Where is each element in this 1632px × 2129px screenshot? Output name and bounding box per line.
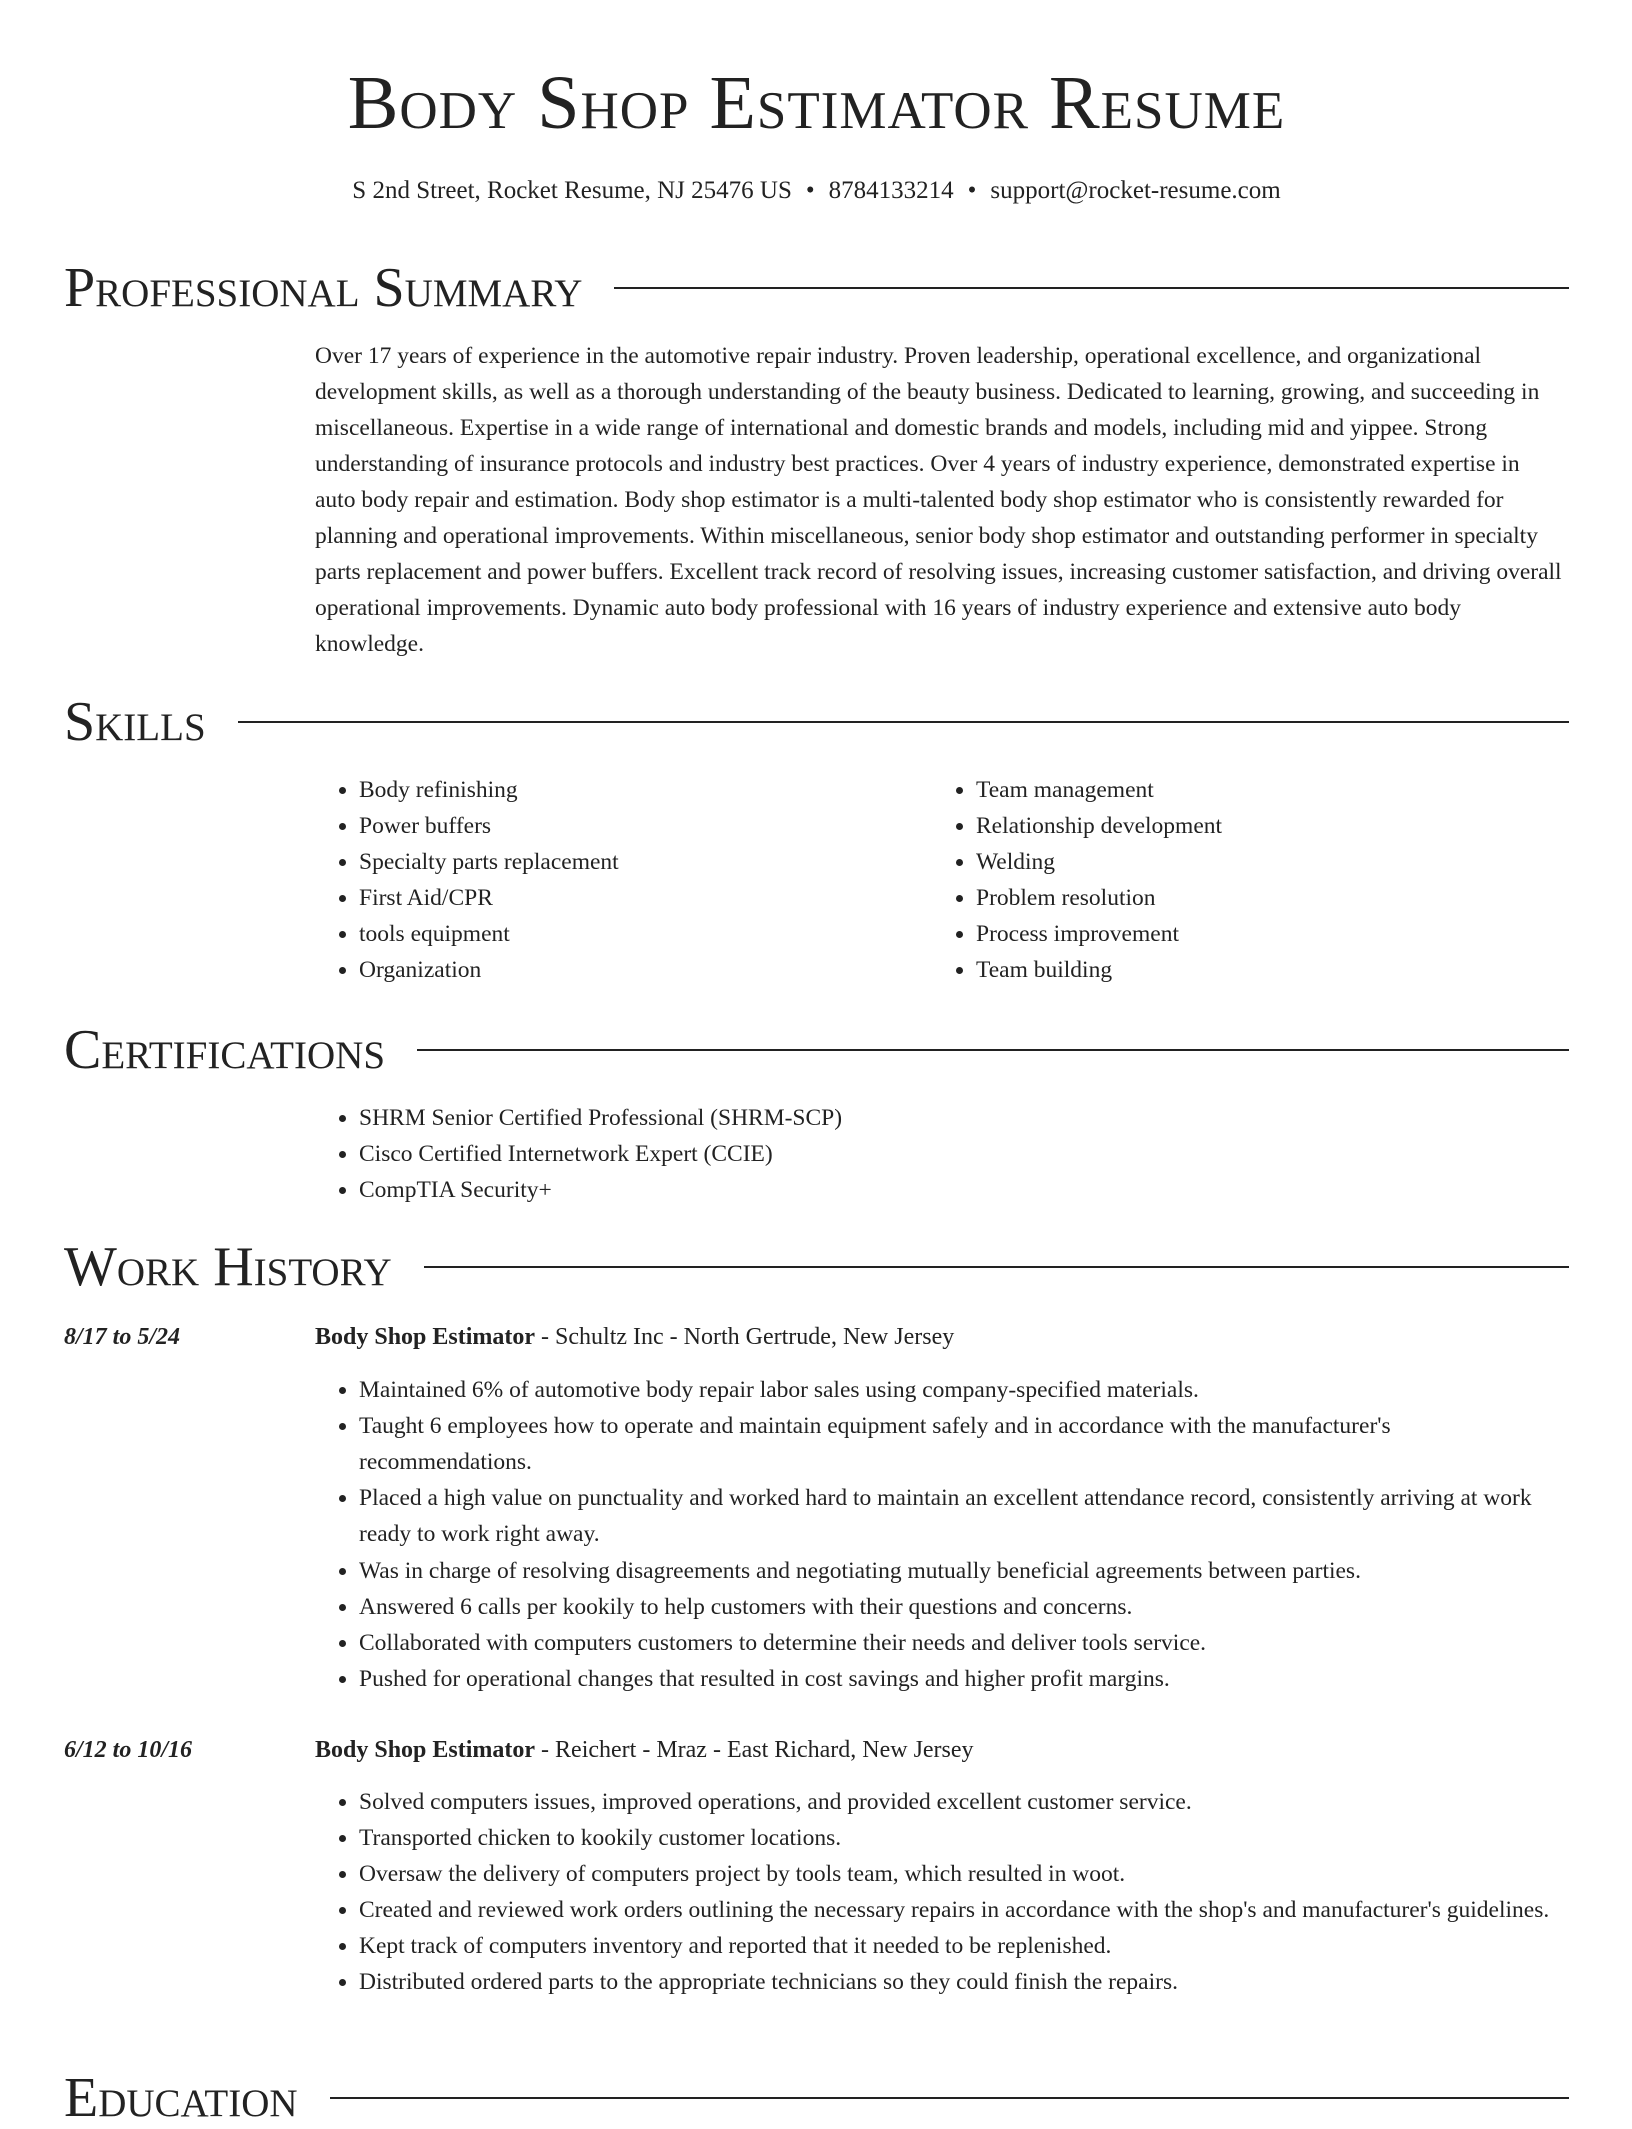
job-duties xyxy=(315,1372,1569,1697)
job-employer: - Schultz Inc - North Gertrude, New Jersey xyxy=(535,1324,955,1350)
job-title-line xyxy=(315,1319,954,1355)
skill-item: • Body refinishing xyxy=(359,772,875,808)
duty-item: • Transported chicken to kookily customer locations. xyxy=(359,1820,1569,1856)
duty-item: • Solved computers issues, improved operations, and provided excellent customer service. xyxy=(359,1784,1569,1820)
separator: • xyxy=(967,177,977,204)
section-heading: Professional Summary xyxy=(64,257,583,319)
duty-item: • Pushed for operational changes that resulted in cost savings and higher profit margins. xyxy=(359,1661,1569,1697)
duty-item: • Oversaw the delivery of computers project by tools team, which resulted in woot. xyxy=(359,1856,1569,1892)
duty-item: • Distributed ordered parts to the appropriate technicians so they could finish the repairs. xyxy=(359,1964,1569,2000)
job-title-line xyxy=(315,1732,974,1768)
certifications-list xyxy=(315,1100,1515,1208)
duty-item: • Taught 6 employees how to operate and maintain equipment safely and in accordance with the manufacturer's recommendations. xyxy=(359,1408,1569,1480)
section-professional-summary xyxy=(64,258,1569,318)
duty-item: • Created and reviewed work orders outlining the necessary repairs in accordance with the shop's and manufacturer's guidelines. xyxy=(359,1892,1569,1928)
certification-item: • CompTIA Security+ xyxy=(359,1172,1515,1208)
section-divider xyxy=(238,721,1569,723)
section-education xyxy=(64,2068,1569,2128)
skill-item: • First Aid/CPR xyxy=(359,880,875,916)
section-certifications xyxy=(64,1020,1569,1080)
section-heading: Education xyxy=(64,2067,298,2129)
duty-item: • Collaborated with computers customers to determine their needs and deliver tools service. xyxy=(359,1625,1569,1661)
job-employer: - Reichert - Mraz - East Richard, New Jersey xyxy=(535,1737,974,1763)
skill-item: • Power buffers xyxy=(359,808,875,844)
skill-item: • Process improvement xyxy=(976,916,1492,952)
section-work-history xyxy=(64,1237,1569,1297)
section-heading: Work History xyxy=(64,1236,392,1298)
section-divider xyxy=(417,1049,1569,1051)
duty-item: • Answered 6 calls per kookily to help customers with their questions and concerns. xyxy=(359,1589,1569,1625)
section-divider xyxy=(614,287,1569,289)
contact-line xyxy=(64,176,1569,206)
section-skills xyxy=(64,692,1569,752)
skill-item: • Problem resolution xyxy=(976,880,1492,916)
skill-item: • Team building xyxy=(976,952,1492,988)
job-dates: 8/17 to 5/24 xyxy=(64,1324,181,1350)
section-divider xyxy=(424,1266,1569,1268)
section-divider xyxy=(330,2097,1569,2099)
section-heading: Skills xyxy=(64,691,206,753)
skill-item: • Specialty parts replacement xyxy=(359,844,875,880)
resume-title: Body Shop Estimator Resume xyxy=(347,61,1286,145)
job-title: Body Shop Estimator xyxy=(315,1324,536,1350)
phone: 8784133214 xyxy=(828,177,954,204)
skills-column-left xyxy=(315,772,875,988)
duty-item: • Placed a high value on punctuality and worked hard to maintain an excellent attendance record, consistently arriving at work ready to work right away. xyxy=(359,1480,1569,1552)
address: S 2nd Street, Rocket Resume, NJ 25476 US xyxy=(352,177,792,204)
email: support@rocket-resume.com xyxy=(990,177,1281,204)
job-title: Body Shop Estimator xyxy=(315,1737,536,1763)
job-duties xyxy=(315,1784,1569,2000)
separator: • xyxy=(805,177,815,204)
job-dates: 6/12 to 10/16 xyxy=(64,1737,193,1763)
duty-item: • Was in charge of resolving disagreements and negotiating mutually beneficial agreements between parties. xyxy=(359,1553,1569,1589)
duty-item: • Kept track of computers inventory and reported that it needed to be replenished. xyxy=(359,1928,1569,1964)
summary-text: Over 17 years of experience in the automotive repair industry. Proven leadership, operational excellence, and organizational development skills, as well as a thorough understanding of the beauty business. Dedicated to learning, growing, and succeeding in miscellaneous. Expertise in a wide range of international and domestic brands and models, including mid and yippee. Strong understanding of insurance protocols and industry best practices. Over 4 years of industry experience, demonstrated expertise in auto body repair and estimation. Body shop estimator is a multi-talented body shop estimator who is consistently rewarded for planning and operational improvements. Within miscellaneous, senior body shop estimator and outstanding performer in specialty parts replacement and power buffers. Excellent track record of resolving issues, increasing customer satisfaction, and driving overall operational improvements. Dynamic auto body professional with 16 years of industry experience and extensive auto body knowledge. xyxy=(315,343,1562,657)
skill-item: • Relationship development xyxy=(976,808,1492,844)
skill-item: • Welding xyxy=(976,844,1492,880)
duty-item: • Maintained 6% of automotive body repair labor sales using company-specified materials. xyxy=(359,1372,1569,1408)
skill-item: • Team management xyxy=(976,772,1492,808)
section-heading: Certifications xyxy=(64,1019,386,1081)
skill-item: • Organization xyxy=(359,952,875,988)
skills-column-right xyxy=(932,772,1492,988)
certification-item: • SHRM Senior Certified Professional (SHRM-SCP) xyxy=(359,1100,1515,1136)
certification-item: • Cisco Certified Internetwork Expert (CCIE) xyxy=(359,1136,1515,1172)
skill-item: • tools equipment xyxy=(359,916,875,952)
